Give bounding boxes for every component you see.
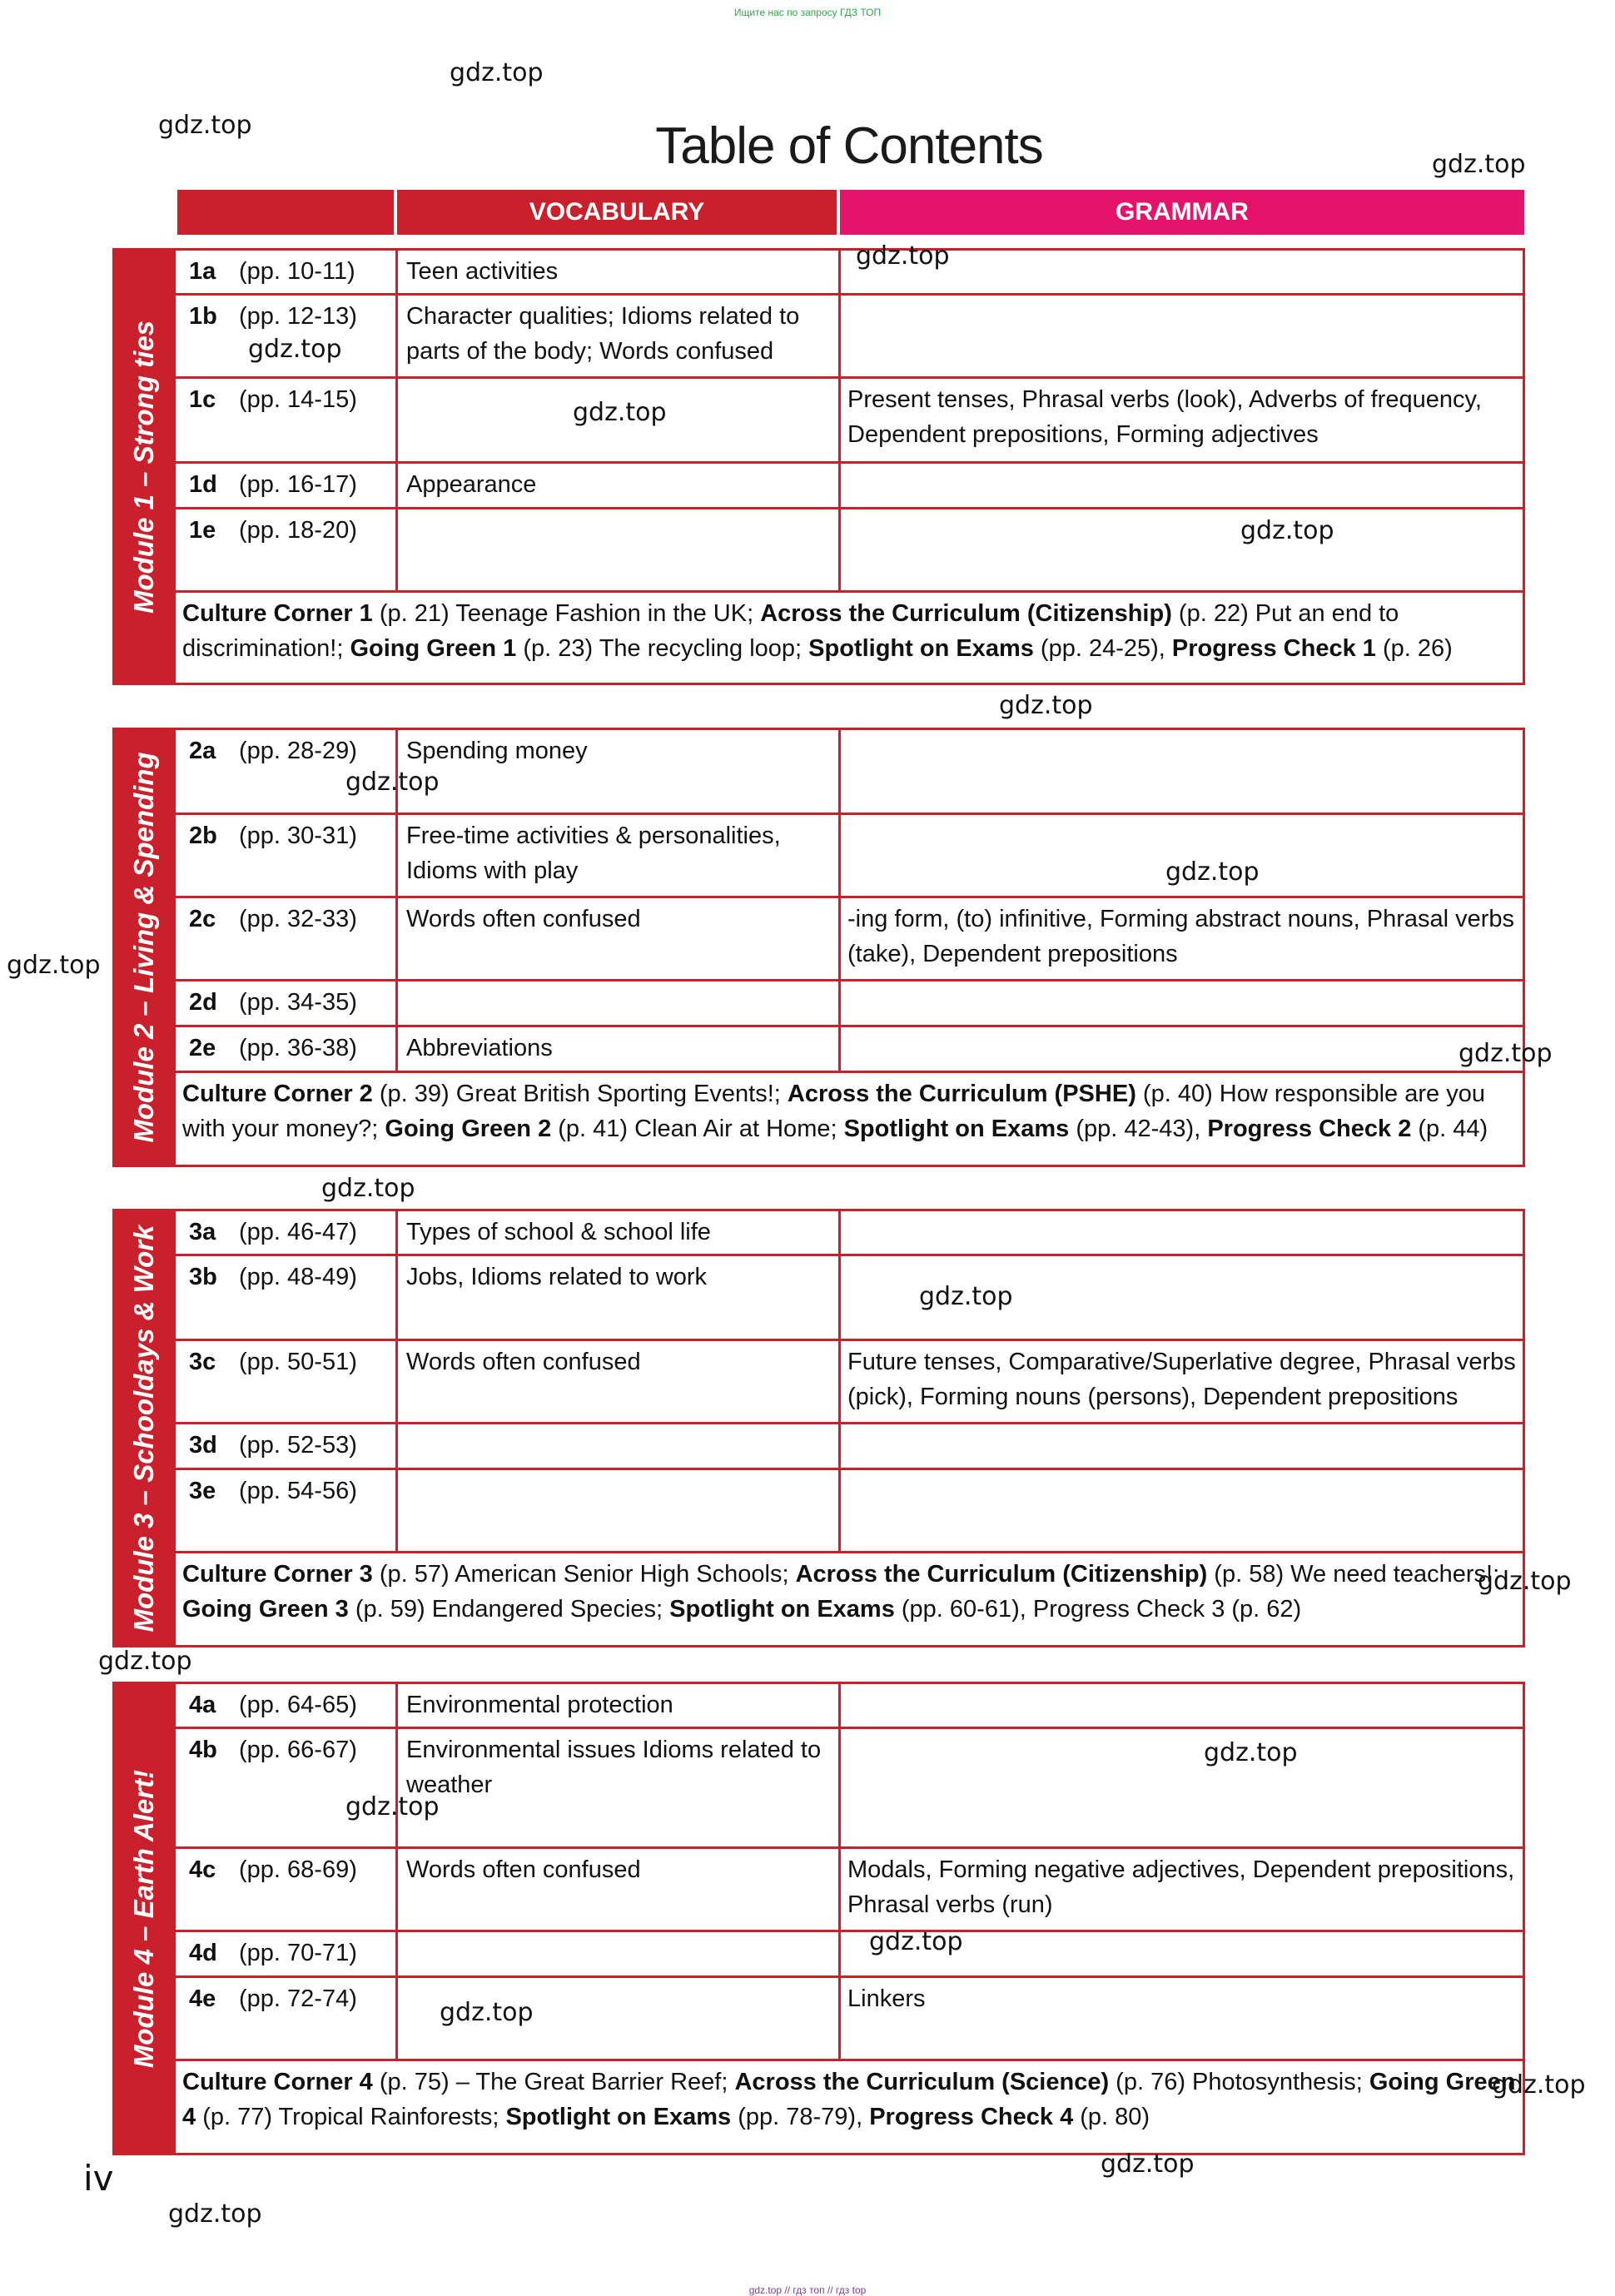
module-label: Module 1 – Strong ties (128, 320, 159, 614)
table-row (176, 1211, 1523, 1256)
watermark-text: gdz.top (98, 1647, 192, 1676)
vocabulary-cell (395, 1424, 838, 1468)
table-row (176, 464, 1523, 509)
grammar-cell (838, 1684, 1523, 1727)
unit-pages: (pp. 14-15) (239, 386, 357, 413)
culture-summary (176, 2061, 1523, 2153)
vocabulary-cell: Words often confused (395, 1849, 838, 1930)
culture-section-text: (p. 59) Endangered Species; (348, 1596, 670, 1623)
unit-cell (176, 251, 395, 293)
culture-section-text: (p. 41) Clean Air at Home; (551, 1116, 844, 1142)
watermark-text: gdz.top (7, 951, 101, 980)
culture-section-title: Culture Corner 3 (182, 1561, 373, 1588)
watermark-text: gdz.top (345, 768, 440, 797)
module-side-band (112, 1211, 176, 1645)
unit-code: 1d (189, 471, 217, 498)
watermark-text: gdz.top (1101, 2149, 1195, 2179)
vocabulary-cell: Character qualities; Idioms related to parts of the body; Words confused (395, 296, 838, 376)
culture-section-title: Across the Curriculum (PSHE) (787, 1081, 1136, 1107)
table-row (176, 1424, 1523, 1470)
watermark-text: gdz.top (450, 58, 544, 87)
unit-cell (176, 1211, 395, 1254)
unit-cell (176, 1978, 395, 2059)
watermark-text: gdz.top (158, 111, 252, 140)
unit-pages: (pp. 12-13) (239, 303, 357, 330)
vocabulary-cell: Environmental protection (395, 1684, 838, 1727)
grammar-cell: Present tenses, Phrasal verbs (look), Adverbs of frequency, Dependent prepositions, Forming adjectives (838, 379, 1523, 461)
table-row (176, 898, 1523, 982)
unit-cell (176, 1256, 395, 1339)
culture-section-text: (p. 40) How responsible are you with your money?; (182, 1081, 1485, 1142)
module-label: Module 3 – Schooldays & Work (128, 1225, 159, 1632)
culture-section-title: Culture Corner 2 (182, 1081, 373, 1107)
table-row (176, 1849, 1523, 1932)
culture-section-title: Spotlight on Exams (505, 2104, 732, 2130)
unit-pages: (pp. 28-29) (239, 738, 357, 764)
table-row (176, 982, 1523, 1027)
module-side-band (112, 1684, 176, 2153)
grammar-cell: -ing form, (to) infinitive, Forming abstract nouns, Phrasal verbs (take), Dependent prepositions (838, 898, 1523, 979)
culture-section-text: (p. 22) Put an end to discrimination!; (182, 600, 1399, 662)
table-row (176, 1256, 1523, 1341)
vocabulary-cell: Free-time activities & personalities, Idioms with play (395, 815, 838, 896)
unit-code: 4c (189, 1856, 216, 1883)
watermark-text: gdz.top (869, 1927, 963, 1956)
module-1 (112, 248, 1525, 685)
module-body (176, 251, 1523, 683)
table-row (176, 1341, 1523, 1424)
unit-cell (176, 898, 395, 979)
culture-summary (176, 1553, 1523, 1645)
culture-section-text: (p. 26) (1375, 635, 1453, 662)
unit-cell (176, 1424, 395, 1468)
culture-section-title: Progress Check 1 (1171, 635, 1376, 662)
bottom-banner: gdz.top // гдз топ // гдз top (748, 2284, 867, 2296)
culture-section-text: (p. 80) (1073, 2104, 1150, 2130)
grammar-cell (838, 982, 1523, 1025)
culture-section-title: Across the Curriculum (Citizenship) (760, 600, 1172, 627)
unit-code: 1c (189, 386, 216, 413)
grammar-cell (838, 1027, 1523, 1071)
unit-pages: (pp. 48-49) (239, 1264, 357, 1290)
module-side-band (112, 251, 176, 683)
unit-code: 4a (189, 1692, 216, 1718)
culture-section-title: Across the Curriculum (Citizenship) (795, 1561, 1208, 1588)
culture-section-text: (pp. 24-25), (1033, 635, 1172, 662)
unit-pages: (pp. 68-69) (239, 1856, 357, 1883)
unit-code: 2c (189, 906, 216, 932)
watermark-text: gdz.top (1458, 1039, 1553, 1068)
top-banner: Ищите нас по запросу ГДЗ ТОП (733, 7, 882, 18)
culture-section-title: Culture Corner 1 (182, 600, 373, 627)
culture-section-text: (p. 44) (1411, 1116, 1488, 1142)
vocabulary-cell: Teen activities (395, 251, 838, 293)
grammar-cell: Future tenses, Comparative/Superlative degree, Phrasal verbs (pick), Forming nouns (persons), Dependent prepositions (838, 1341, 1523, 1422)
table-row (176, 1729, 1523, 1849)
grammar-cell (838, 1470, 1523, 1551)
culture-section-title: Going Green 3 (182, 1596, 349, 1623)
unit-pages: (pp. 30-31) (239, 822, 357, 849)
watermark-text: gdz.top (248, 335, 342, 364)
watermark-text: gdz.top (1432, 150, 1526, 179)
header-blank-cell (177, 190, 394, 235)
culture-section-title: Spotlight on Exams (669, 1596, 895, 1623)
culture-section-title: Going Green 4 (182, 2069, 1516, 2130)
vocabulary-cell (395, 1932, 838, 1975)
vocabulary-cell (395, 509, 838, 590)
watermark-text: gdz.top (1478, 1567, 1572, 1596)
vocabulary-cell (395, 982, 838, 1025)
culture-section-title: Spotlight on Exams (808, 635, 1034, 662)
unit-code: 3a (189, 1219, 216, 1245)
culture-section-text: (p. 58) We need teachers!; (1207, 1561, 1500, 1588)
unit-code: 1e (189, 517, 216, 544)
culture-section-title: Spotlight on Exams (843, 1116, 1070, 1142)
table-row (176, 251, 1523, 296)
culture-section-title: Progress Check 2 (1207, 1116, 1412, 1142)
culture-section-text: (p. 23) The recycling loop; (516, 635, 809, 662)
vocabulary-header: VOCABULARY (397, 190, 837, 235)
unit-code: 2e (189, 1035, 216, 1061)
unit-pages: (pp. 16-17) (239, 471, 357, 498)
culture-section-text: (p. 76) Photosynthesis; (1109, 2069, 1369, 2095)
module-3 (112, 1209, 1525, 1647)
watermark-text: gdz.top (1204, 1738, 1298, 1767)
unit-cell (176, 1932, 395, 1975)
unit-code: 4e (189, 1985, 216, 2012)
table-row (176, 1027, 1523, 1073)
unit-code: 3d (189, 1432, 217, 1459)
culture-section-title: Going Green 1 (350, 635, 517, 662)
table-row (176, 1978, 1523, 2061)
watermark-text: gdz.top (1240, 516, 1334, 545)
table-row (176, 1932, 1523, 1978)
watermark-text: gdz.top (1492, 2070, 1586, 2100)
culture-section-title: Progress Check 4 (869, 2104, 1074, 2130)
vocabulary-cell: Types of school & school life (395, 1211, 838, 1254)
watermark-text: gdz.top (440, 1998, 534, 2027)
module-4 (112, 1682, 1525, 2155)
vocabulary-cell: Environmental issues Idioms related to weather (395, 1729, 838, 1846)
unit-cell (176, 815, 395, 896)
unit-pages: (pp. 10-11) (239, 258, 355, 285)
grammar-cell (838, 1211, 1523, 1254)
watermark-text: gdz.top (999, 691, 1093, 720)
unit-code: 4b (189, 1737, 217, 1763)
module-side-band (112, 730, 176, 1165)
culture-section-text: (p. 39) Great British Sporting Events!; (372, 1081, 788, 1107)
grammar-cell (838, 730, 1523, 813)
unit-code: 2a (189, 738, 216, 764)
page-number: iv (83, 2158, 114, 2199)
grammar-header: GRAMMAR (840, 190, 1524, 235)
grammar-cell: Linkers (838, 1978, 1523, 2059)
page-title: Table of Contents (655, 117, 1043, 175)
table-row (176, 296, 1523, 379)
table-row (176, 379, 1523, 464)
culture-summary (176, 593, 1523, 683)
table-row (176, 815, 1523, 898)
module-body (176, 1211, 1523, 1645)
module-2 (112, 728, 1525, 1167)
culture-section-title: Culture Corner 4 (182, 2069, 373, 2095)
vocabulary-cell: Appearance (395, 464, 838, 507)
unit-code: 4d (189, 1940, 217, 1966)
culture-section-title: Across the Curriculum (Science) (734, 2069, 1110, 2095)
unit-pages: (pp. 46-47) (239, 1219, 357, 1245)
grammar-cell (838, 1729, 1523, 1846)
watermark-text: gdz.top (856, 241, 950, 271)
unit-pages: (pp. 52-53) (239, 1432, 357, 1459)
grammar-cell: Modals, Forming negative adjectives, Dependent prepositions, Phrasal verbs (run) (838, 1849, 1523, 1930)
unit-cell (176, 1341, 395, 1422)
vocabulary-cell: Jobs, Idioms related to work (395, 1256, 838, 1339)
table-row (176, 1470, 1523, 1553)
unit-cell (176, 1470, 395, 1551)
unit-code: 2b (189, 822, 217, 849)
culture-section-text: (pp. 60-61), Progress Check 3 (p. 62) (894, 1596, 1302, 1623)
unit-pages: (pp. 64-65) (239, 1692, 357, 1718)
unit-cell (176, 1729, 395, 1846)
vocabulary-cell: Words often confused (395, 898, 838, 979)
culture-section-text: (p. 21) Teenage Fashion in the UK; (372, 600, 761, 627)
watermark-text: gdz.top (573, 398, 667, 427)
table-row (176, 1684, 1523, 1729)
grammar-cell (838, 464, 1523, 507)
unit-pages: (pp. 36-38) (239, 1035, 357, 1061)
unit-cell (176, 1027, 395, 1071)
watermark-text: gdz.top (1165, 857, 1260, 887)
unit-pages: (pp. 18-20) (239, 517, 357, 544)
culture-section-text: (p. 77) Tropical Rainforests; (196, 2104, 506, 2130)
module-label: Module 4 – Earth Alert! (128, 1769, 159, 2068)
watermark-text: gdz.top (919, 1282, 1013, 1311)
unit-pages: (pp. 50-51) (239, 1349, 357, 1375)
vocabulary-cell: Abbreviations (395, 1027, 838, 1071)
vocabulary-cell: Spending money (395, 730, 838, 813)
unit-code: 3e (189, 1478, 216, 1504)
unit-code: 2d (189, 989, 217, 1016)
grammar-cell (838, 1424, 1523, 1468)
grammar-cell (838, 296, 1523, 376)
unit-cell (176, 464, 395, 507)
culture-section-text: (pp. 78-79), (731, 2104, 870, 2130)
unit-pages: (pp. 32-33) (239, 906, 357, 932)
culture-section-text: (pp. 42-43), (1069, 1116, 1208, 1142)
unit-code: 1b (189, 303, 217, 330)
watermark-text: gdz.top (321, 1174, 415, 1203)
culture-section-text: (p. 75) – The Great Barrier Reef; (372, 2069, 735, 2095)
unit-cell (176, 982, 395, 1025)
unit-pages: (pp. 70-71) (239, 1940, 357, 1966)
watermark-text: gdz.top (345, 1792, 440, 1821)
culture-section-title: Going Green 2 (385, 1116, 552, 1142)
unit-pages: (pp. 72-74) (239, 1985, 357, 2012)
unit-code: 3b (189, 1264, 217, 1290)
unit-cell (176, 1849, 395, 1930)
grammar-cell (838, 509, 1523, 590)
vocabulary-cell: Words often confused (395, 1341, 838, 1422)
unit-code: 3c (189, 1349, 216, 1375)
unit-cell (176, 379, 395, 461)
unit-code: 1a (189, 258, 216, 285)
unit-cell (176, 1684, 395, 1727)
vocabulary-cell (395, 1470, 838, 1551)
watermark-text: gdz.top (168, 2199, 262, 2229)
unit-pages: (pp. 54-56) (239, 1478, 357, 1504)
unit-pages: (pp. 66-67) (239, 1737, 357, 1763)
module-label: Module 2 – Living & Spending (128, 752, 159, 1143)
culture-summary (176, 1073, 1523, 1165)
unit-cell (176, 509, 395, 590)
culture-section-text: (p. 57) American Senior High Schools; (372, 1561, 796, 1588)
unit-pages: (pp. 34-35) (239, 989, 357, 1016)
module-body (176, 1684, 1523, 2153)
